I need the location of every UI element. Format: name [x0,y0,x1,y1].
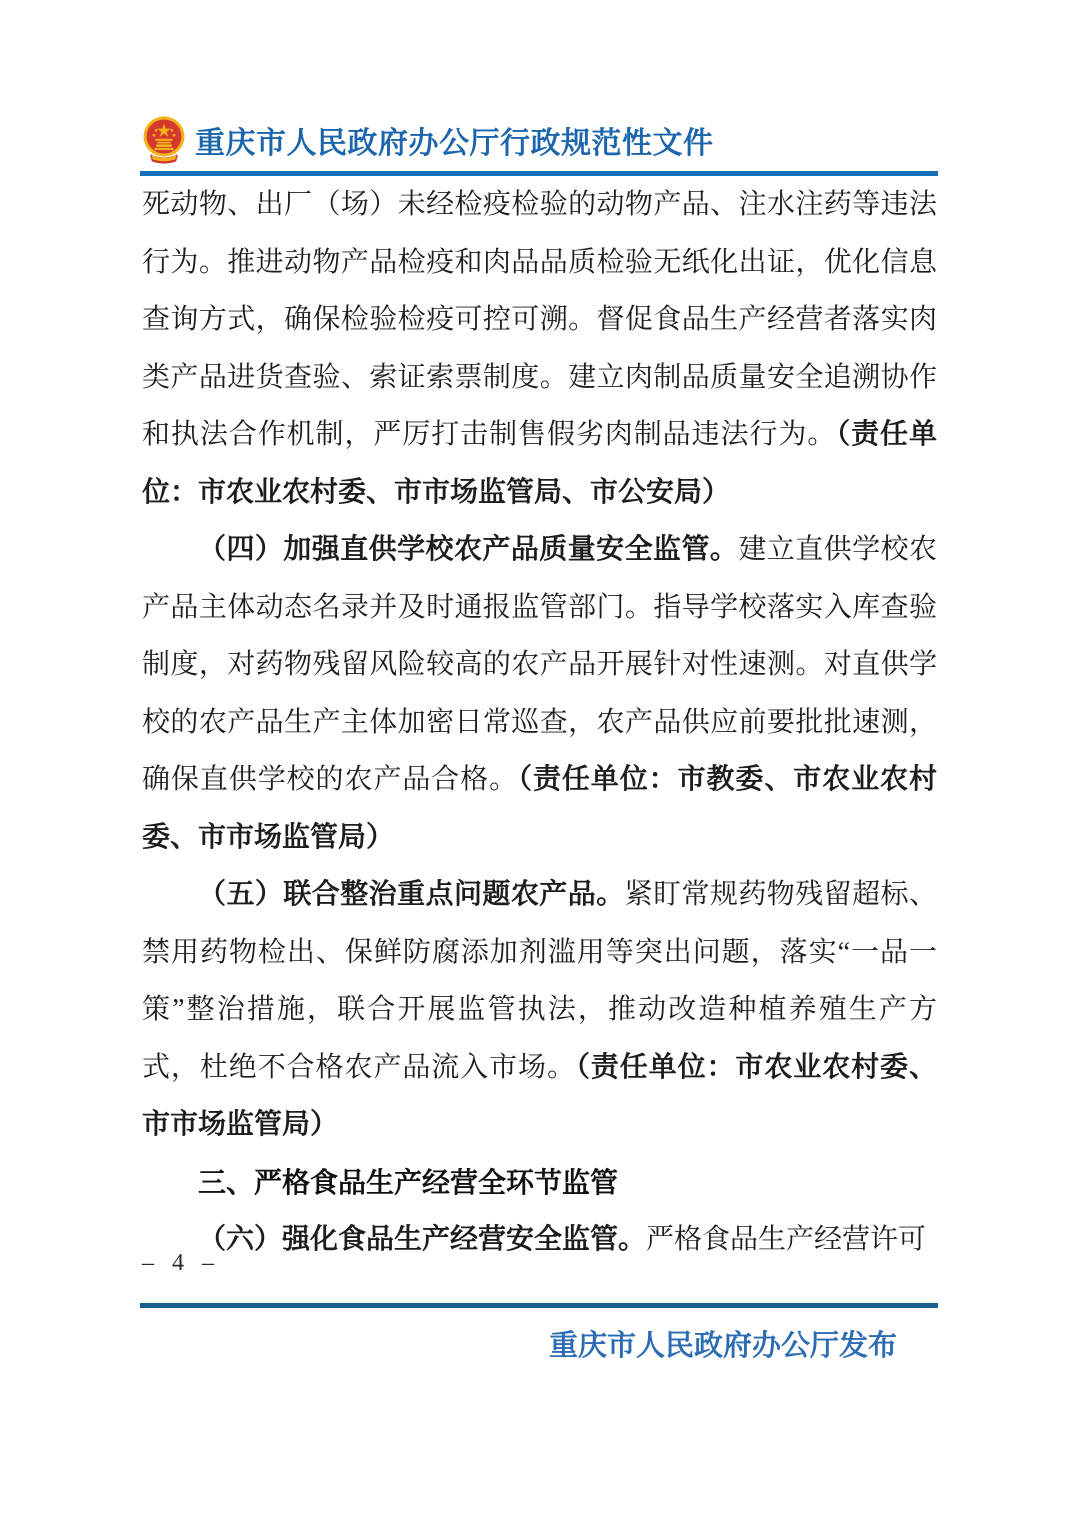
text-segment: （责任单位：市农业农村委、市市场监管局） [142,1051,937,1140]
text-segment: （六）强化食品生产经营安全监管。 [198,1224,647,1255]
document-body [142,176,937,1269]
text-segment: （责任单位：市教委、市农业农村委、市市场监管局） [142,764,937,853]
text-segment: 严格食品生产经营许可 [646,1224,927,1255]
text-segment: （五）联合整治重点问题农产品。 [198,879,625,910]
national-emblem-icon [142,116,186,164]
paragraph [142,521,937,866]
section-heading [142,1154,937,1212]
text-segment: （四）加强直供学校农产品质量安全监管。 [198,534,739,565]
text-segment: 建立直供学校农产品主体动态名录并及时通报监管部门。指导学校落实入库查验制度，对药物残留风险较高的农产品开展针对性速测。对直供学校的农产品生产主体加密日常巡查，农产品供应前要批批速测，确保直供学校的农产品合格。 [142,534,937,795]
text-segment: 紧盯常规药物残留超标、禁用药物检出、保鲜防腐添加剂滥用等突出问题，落实“一品一策”整治措施，联合开展监管执法，推动改造种植养殖生产方式，杜绝不合格农产品流入市场。 [142,879,937,1083]
paragraph [142,176,937,521]
text-segment: 三、严格食品生产经营全环节监管 [198,1166,619,1198]
footer-divider [140,1303,938,1308]
publisher-line: 重庆市人民政府办公厅发布 [548,1330,897,1362]
text-segment: 死动物、出厂（场）未经检疫检验的动物产品、注水注药等违法行为。推进动物产品检疫和肉品品质检验无纸化出证，优化信息查询方式，确保检验检疫可控可溯。督促食品生产经营者落实肉类产品进货查验、索证索票制度。建立肉制品质量安全追溯协作和执法合作机制，严厉打击制售假劣肉制品违法行为。 [142,189,937,450]
document-header [142,114,714,166]
page-number: – 4 – [142,1250,220,1276]
paragraph [142,866,937,1154]
document-title: 重庆市人民政府办公厅行政规范性文件 [195,127,714,160]
text-segment: （责任单位：市农业农村委、市市场监管局、市公安局） [142,419,937,508]
paragraph [142,1211,937,1269]
